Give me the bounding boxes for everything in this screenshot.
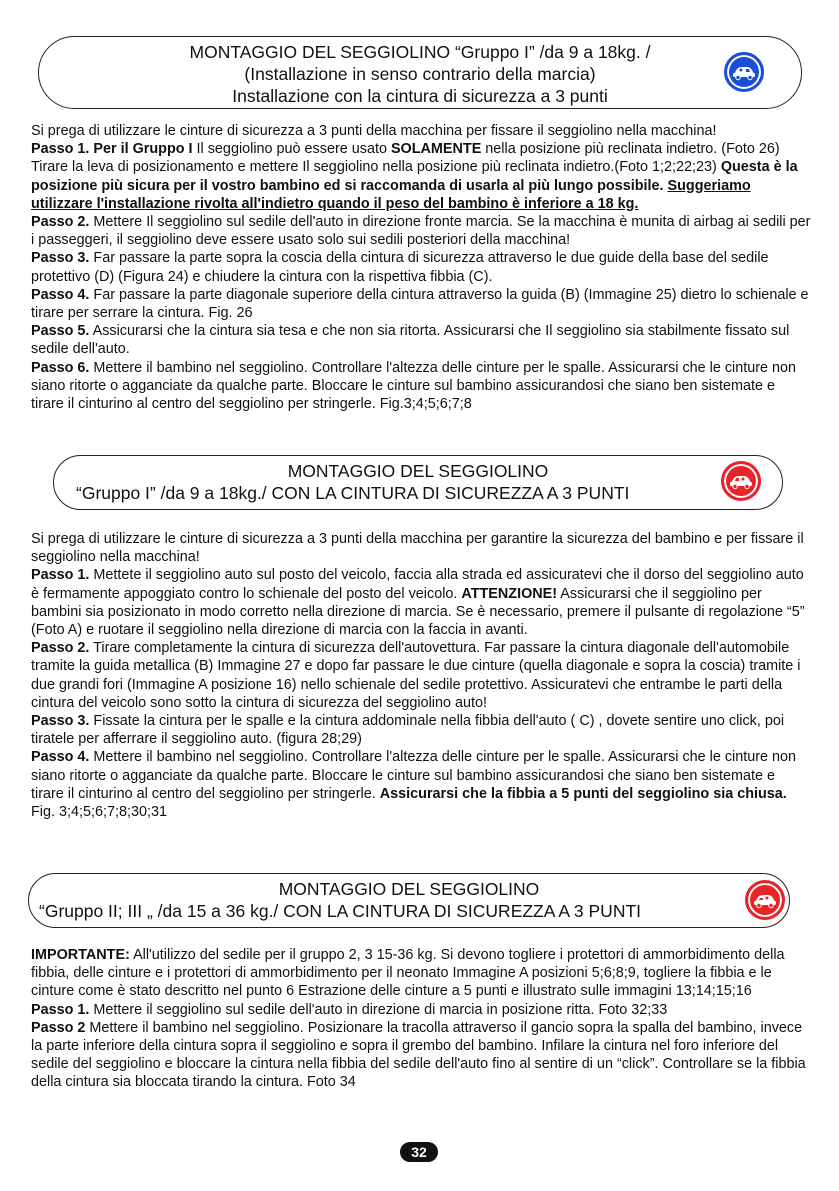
section1-step1-bold-a: SOLAMENTE (390, 141, 482, 158)
section1-step3-text: Far passare la parte sopra la coscia della cintura di sicurezza attraverso le due guide della base del sedile protettivo (D) (Figura 24) e chiudere la cintura con la rispettiva fibbia (C). (31, 250, 769, 285)
page-number: 32 (400, 1142, 438, 1162)
section3-important (31, 946, 811, 1001)
section2-step4 (31, 748, 811, 821)
section1-step6 (31, 359, 811, 414)
section2-step3-text: Fissate la cintura per le spalle e la cintura addominale nella fibbia dell'auto ( C) , dovete sentire uno click, poi tiratele per afferrare il seggiolino auto. (figura 28;29) (31, 713, 785, 748)
section1-step2 (31, 213, 811, 249)
section1-step6-text: Mettere il bambino nel seggiolino. Controllare l'altezza delle cinture per le spalle. Assicurarsi che le cinture non siano ritorte o agganciate da qualche parte. Bloccare le cinture sul bambino assicurandosi che siano ben sistemate e tirare il cinturino al centro del seggiolino per stringerle. Fig.3;4;5;6;7;8 (31, 359, 797, 413)
section2-step1-label: Passo 1. (31, 567, 90, 584)
section2-step4-label: Passo 4. (31, 749, 90, 766)
section3-step1 (31, 1001, 811, 1019)
section3-important-label: IMPORTANTE: (31, 947, 130, 963)
section3-step1-label: Passo 1. (31, 1001, 90, 1018)
section1-heading-line2: (Installazione in senso contrario della marcia) (244, 64, 596, 84)
section1-heading-line3: Installazione con la cintura di sicurezza a 3 punti (232, 86, 608, 106)
section1-step1-bold-underline: Suggeriamo utilizzare l'installazione rivolta all'indietro quando il peso del bambino è inferiore a 18 kg. (31, 177, 751, 212)
section2-step4-text: Mettere il bambino nel seggiolino. Controllare l'altezza delle cinture per le spalle. Assicurarsi che le cinture non siano ritorte o agganciate da qualche parte. Bloccare le cinture sul bambino assicurandosi che siano ben sistemate e tirare il cinturino al centro del seggiolino per stringerle. (31, 749, 797, 802)
section2-body (31, 530, 811, 821)
car-icon-graphic (752, 890, 778, 910)
section1-heading-line1: MONTAGGIO DEL SEGGIOLINO “Gruppo I” /da 9 a 18kg. / (189, 42, 651, 62)
section2-step4-text2: Fig. 3;4;5;6;7;8;30;31 (31, 804, 168, 821)
section3-important-text: All'utilizzo del sedile per il gruppo 2, 3 15-36 kg. Si devono togliere i protettori di ammorbidimento della fibbia, delle cinture e i protettori di ammorbidimento per il neonato Immagine A posizioni 5;6;8;9, togliere la fibbia e le cinture come è stato descritto nel punto 6 Estrazione delle cinture a 5 punti e illustrato sulle immagini 13;14;15;16 (31, 947, 785, 1000)
section2-step3-label: Passo 3. (31, 713, 90, 730)
section1-step2-label: Passo 2. (31, 214, 90, 231)
car-icon-graphic (728, 471, 754, 491)
section2-step3 (31, 712, 811, 748)
section1-step6-label: Passo 6. (31, 359, 90, 376)
section3-step2 (31, 1019, 811, 1092)
section3-step1-text: Mettere il seggiolino sul sedile dell'auto in direzione di marcia in posizione ritta. Foto 32;33 (89, 1001, 668, 1018)
section1-step1-label: Passo 1. Per il Gruppo I (31, 141, 193, 158)
booster-seat-icon (745, 880, 785, 920)
section3-heading-line2: “Gruppo II; III „ /da 15 a 36 kg./ CON LA CINTURA DI SICUREZZA A 3 PUNTI (39, 901, 642, 921)
section2-step1 (31, 566, 811, 639)
section3-body (31, 946, 811, 1092)
section1-step5-text: Assicurarsi che la cintura sia tesa e che non sia ritorta. Assicurarsi che Il seggiolino sia stabilmente fissato sul sedile dell'auto. (31, 323, 790, 358)
section2-intro: Si prega di utilizzare le cinture di sicurezza a 3 punti della macchina per garantire la sicurezza del bambino e per fissare il seggiolino nella macchina! (31, 531, 804, 566)
section2-step1-text: Mettete il seggiolino auto sul posto del veicolo, faccia alla strada ed assicuratevi che il dorso del seggiolino auto è fermamente appoggiato contro lo schienale del posto del veicolo. (31, 567, 804, 602)
section1-heading (38, 36, 802, 109)
car-seat-rear-facing-icon (724, 52, 764, 92)
car-seat-forward-facing-icon (721, 461, 761, 501)
section1-step3 (31, 249, 811, 285)
section2-step2-label: Passo 2. (31, 640, 90, 657)
section1-step3-label: Passo 3. (31, 250, 90, 267)
section3-heading (28, 873, 790, 928)
car-icon-graphic (731, 62, 757, 82)
section1-step1-text-b: nella posizione più reclinata indietro. (Foto 26) Tirare la leva di posizionamento e mettere Il seggiolino nella posizione più reclinata indietro.(Foto 1;2;22;23) (31, 141, 780, 176)
section1-step1-bold-b: Questa è la posizione più sicura per il vostro bambino ed si raccomanda di usarla al più lungo possibile. (31, 159, 798, 194)
section1-step4 (31, 286, 811, 322)
section2-step2-text: Tirare completamente la cintura di sicurezza dell'autovettura. Far passare la cintura diagonale dell'automobile tramite la guida metallica (B) Immagine 27 e dopo far passare le due cinture (quella diagonale e sopra la coscia) tramite i due grandi fori (Immagine A posizione 16) nello schienale del sedile protettivo. Assicuratevi che entrambe le parti della cintura del veicolo sono sotto la cintura di sicurezza del seggiolino auto! (31, 640, 801, 711)
section1-step1 (31, 140, 811, 213)
section3-heading-line1: MONTAGGIO DEL SEGGIOLINO (278, 879, 540, 899)
section1-step5-label: Passo 5. (31, 323, 90, 340)
section1-step2-text: Mettere Il seggiolino sul sedile dell'auto in direzione fronte marcia. Se la macchina è munita di airbag ai sedili per i passeggeri, il seggiolino deve essere usato solo sui sedili posteriori della macchina! (31, 214, 811, 249)
section1-step4-text: Far passare la parte diagonale superiore della cintura attraverso la guida (B) (Immagine 25) dietro lo schienale e tirare per serrare la cintura. Fig. 26 (31, 286, 809, 322)
section3-step2-label: Passo 2 (31, 1019, 86, 1036)
section1-step5 (31, 322, 811, 358)
section2-step1-text2: Assicurarsi che il seggiolino per bambini sia posizionato in modo corretto nella direzione di marcia. Se è necessario, premere il pulsante di regolazione “5” (Foto A) e ruotare il seggiolino nella direzione di marcia con la faccia in avanti. (31, 585, 805, 639)
section2-step1-bold: ATTENZIONE! (461, 585, 558, 602)
section2-step4-bold: Assicurarsi che la fibbia a 5 punti del seggiolino sia chiusa. (379, 785, 787, 802)
section1-intro: Si prega di utilizzare le cinture di sicurezza a 3 punti della macchina per fissare il seggiolino nella macchina! (31, 123, 717, 139)
section2-heading-line1: MONTAGGIO DEL SEGGIOLINO (287, 461, 549, 481)
section2-step2 (31, 639, 811, 712)
section1-step4-label: Passo 4. (31, 286, 90, 303)
section1-step1-text-a: Il seggiolino può essere usato (192, 141, 391, 158)
section2-heading-line2: “Gruppo I” /da 9 a 18kg./ CON LA CINTURA DI SICUREZZA A 3 PUNTI (76, 483, 630, 503)
section3-step2-text: Mettere il bambino nel seggiolino. Posizionare la tracolla attraverso il gancio sopra la spalla del bambino, invece la parte inferiore della cintura sopra il seggiolino e sopra il grembo del bambino. Infilare la cintura nel foro inferiore del sedile del seggiolino e bloccare la cintura nella fibbia del sedile dell'auto fino al sentire di un “click”. Controllare se la fibbia della cintura sia bloccata tirando la cintura. Foto 34 (31, 1019, 806, 1091)
section1-body (31, 122, 811, 413)
section2-heading (53, 455, 783, 510)
